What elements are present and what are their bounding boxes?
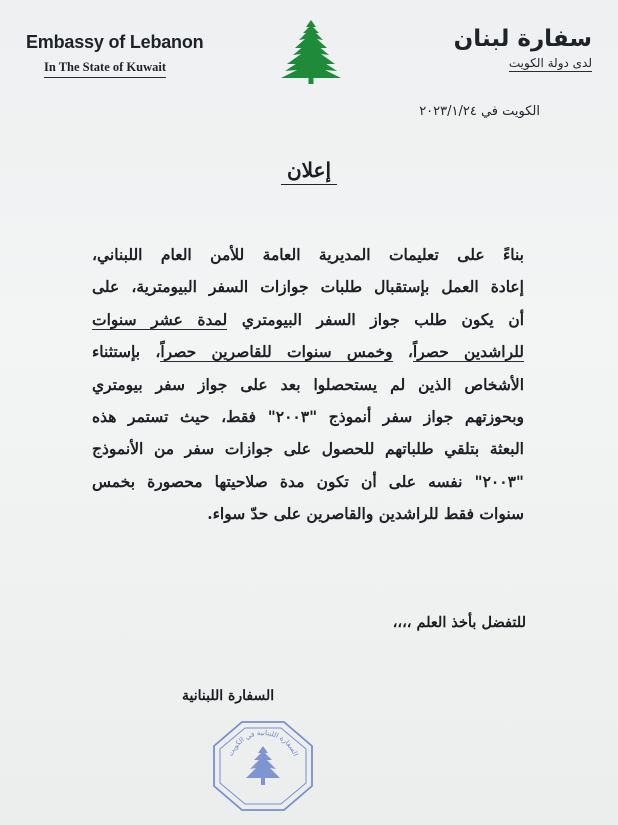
- stamp-text: السفارة اللبنانية في الكويت: [226, 728, 300, 758]
- body-line-9: سنوات فقط للراشدين والقاصرين على حدّ سواء.: [207, 504, 524, 524]
- signature-embassy: السفارة اللبنانية: [182, 688, 275, 704]
- body-line-2: إعادة العمل بإستقبال طلبات جوازات السفر البيومترية، على: [92, 277, 524, 297]
- embassy-location-ar: لدى دولة الكويت: [508, 56, 592, 70]
- body-line-4-text: ، بإستثناء: [92, 342, 161, 362]
- embassy-header-en: [26, 32, 226, 78]
- body-line-8: "٢٠٠٣" نفسه على أن تكون مدة صلاحيتها محصورة بخمس: [92, 471, 524, 491]
- embassy-stamp: [208, 716, 318, 816]
- document-date: الكويت في ٢٠٢٣/١/٢٤: [419, 104, 540, 119]
- embassy-location-en: In The State of Kuwait: [44, 60, 166, 78]
- adults-only: للراشدين حصراً: [412, 342, 525, 362]
- notice-title-wrap: [0, 158, 618, 185]
- body-line-4: [92, 336, 524, 368]
- validity-ten-years: لمدة عشر سنوات: [92, 309, 228, 329]
- body-line-7: البعثة بتلقي طلباتهم للحصول على جوازات سفر من الأنموذج: [92, 439, 524, 459]
- minors-five-years: وخمس سنوات للقاصرين حصراً: [160, 342, 393, 362]
- body-line-6: وبحوزتهم جواز سفر أنموذج "٢٠٠٣" فقط، حيث تستمر هذه: [92, 406, 524, 426]
- cedar-tree-icon: [279, 18, 343, 84]
- body-line-4-sep: ،: [392, 342, 413, 362]
- embassy-name-ar: سفارة لبنان: [453, 26, 592, 52]
- body-line-5: الأشخاص الذين لم يستحصلوا بعد على جواز سفر بيومتري: [92, 374, 524, 394]
- body-line-3: [92, 304, 524, 336]
- body-line-1: بناءً على تعليمات المديرية العامة للأمن العام اللبناني،: [92, 245, 524, 264]
- announcement-body: [92, 239, 524, 531]
- embassy-header-ar: [392, 26, 592, 72]
- embassy-name-en: Embassy of Lebanon: [26, 32, 204, 52]
- notice-title: إعلان: [281, 158, 337, 185]
- body-line-3-text: أن يكون طلب جواز السفر البيومتري: [227, 309, 525, 329]
- closing-line: للتفضل بأخذ العلم ،،،،: [392, 614, 526, 631]
- stamp-cedar-icon: [246, 746, 280, 785]
